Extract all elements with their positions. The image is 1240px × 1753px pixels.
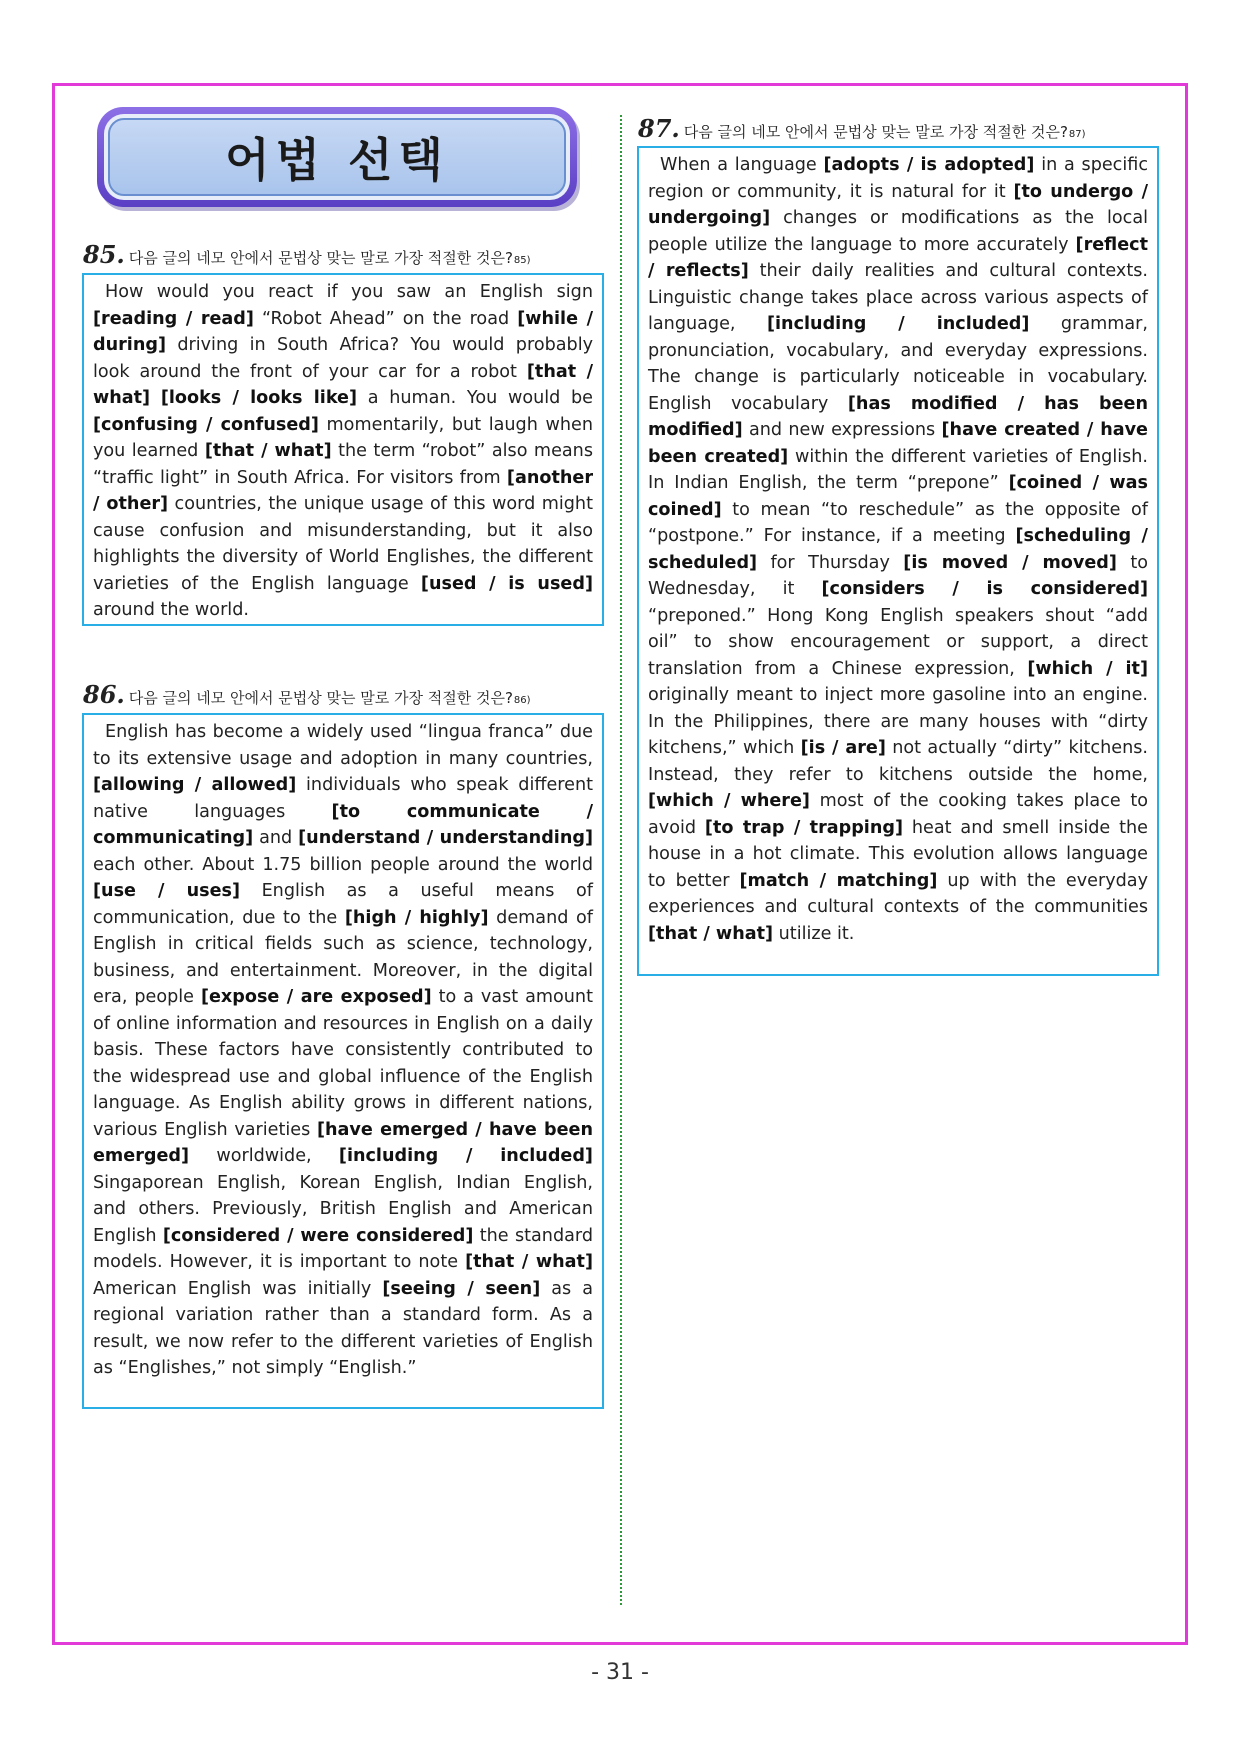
question-87-prompt: 다음 글의 네모 안에서 문법상 맞는 말로 가장 적절한 것은? bbox=[683, 123, 1068, 141]
grammar-choice: [reading / read] bbox=[93, 308, 254, 329]
grammar-choice: [understand / understanding] bbox=[298, 828, 593, 848]
passage-segment: up with the everyday experiences and cultural contexts of the communities bbox=[648, 870, 1148, 917]
grammar-choice: [which / it] bbox=[1027, 658, 1148, 679]
question-87-footnote: 87) bbox=[1068, 129, 1086, 140]
grammar-choice: [that / what] bbox=[465, 1252, 593, 1272]
passage-segment: originally meant to inject more gasoline into an engine. In the Philippines, there are many houses with “dirty kitchens,” which bbox=[648, 685, 1148, 758]
passage-segment: and bbox=[253, 828, 299, 848]
grammar-choice: [including / included] bbox=[338, 1146, 593, 1166]
passage-segment: a human. You would be bbox=[357, 388, 594, 408]
passage-segment: American English was initially bbox=[93, 1278, 383, 1299]
grammar-choice: [use / uses] bbox=[93, 881, 241, 901]
passage-segment: utilize it. bbox=[773, 923, 855, 944]
question-86-prompt: 다음 글의 네모 안에서 문법상 맞는 말로 가장 적절한 것은? bbox=[128, 689, 513, 707]
passage-text bbox=[93, 719, 593, 1382]
passage-segment: heat and smell inside the house in a hot climate. This evolution allows language to better bbox=[648, 817, 1149, 891]
section-title: 어법 선택 bbox=[225, 133, 449, 187]
grammar-choice: [allowing / allowed] bbox=[93, 775, 297, 795]
passage-segment: each other. About 1.75 billion people around the world bbox=[93, 854, 593, 875]
question-87-passage bbox=[637, 146, 1159, 976]
grammar-choice: [used / is used] bbox=[420, 573, 593, 594]
passage-segment: changes or modifications as the local people utilize the language to more accurately bbox=[648, 208, 1148, 255]
grammar-choice: [that / what] bbox=[93, 361, 593, 408]
question-85-footnote: 85) bbox=[513, 255, 531, 266]
passage-segment: and new expressions bbox=[742, 420, 942, 440]
question-86-footnote: 86) bbox=[513, 695, 531, 706]
page-number: - 31 - bbox=[591, 1660, 649, 1685]
passage-segment: for Thursday bbox=[757, 552, 904, 573]
title-banner-plate bbox=[108, 118, 566, 196]
column-divider bbox=[620, 115, 622, 1605]
grammar-choice: [reflect / reflects] bbox=[648, 234, 1148, 281]
passage-segment: Singaporean English, Korean English, Indian English, and others. Previously, British English and American English bbox=[93, 1172, 593, 1246]
passage-segment: most of the cooking takes place to avoid bbox=[648, 791, 1149, 838]
passage-segment: as a regional variation rather than a standard form. As a result, we now refer to the different varieties of English as “Englishes,” not simply “English.” bbox=[93, 1278, 593, 1378]
grammar-choice: [high / highly] bbox=[344, 907, 489, 928]
grammar-choice: [is moved / moved] bbox=[903, 552, 1117, 573]
grammar-choice: [that / what] bbox=[204, 441, 332, 461]
question-85-passage bbox=[82, 273, 604, 626]
passage-segment: English as a useful means of communication, due to the bbox=[93, 881, 593, 928]
question-85-prompt: 다음 글의 네모 안에서 문법상 맞는 말로 가장 적절한 것은? bbox=[128, 249, 513, 267]
grammar-choice: [another / other] bbox=[93, 467, 593, 514]
grammar-choice: [is / are] bbox=[800, 738, 886, 758]
passage-segment: not actually “dirty” kitchens. Instead, they refer to kitchens outside the home, bbox=[648, 738, 1148, 785]
passage-segment: around the world. bbox=[93, 600, 249, 620]
passage-segment: the term “robot” also means “traffic light” in South Africa. For visitors from bbox=[93, 441, 593, 488]
passage-segment: driving in South Africa? You would probably look around the front of your car for a robot bbox=[93, 335, 593, 382]
passage-segment: countries, the unique usage of this word might cause confusion and misunderstanding, but it also highlights the diversity of World Englishes, the different varieties of the English language bbox=[93, 494, 593, 594]
grammar-choice: [considered / were considered] bbox=[162, 1225, 474, 1246]
grammar-choice: [coined / was coined] bbox=[648, 473, 1148, 520]
grammar-choice: [confusing / confused] bbox=[93, 414, 319, 435]
passage-segment: to mean “to reschedule” as the opposite of “postpone.” For instance, if a meeting bbox=[648, 499, 1148, 546]
passage-segment: English has become a widely used “lingua franca” due to its extensive usage and adoption in many countries, bbox=[93, 722, 593, 769]
passage-segment: demand of English in critical fields such as science, technology, business, and entertainment. Moreover, in the digital era, people bbox=[93, 907, 593, 1007]
grammar-choice: [have created / have been created] bbox=[648, 420, 1148, 467]
question-86-number: 86. bbox=[83, 680, 125, 709]
grammar-choice: [to communicate / communicating] bbox=[93, 801, 593, 848]
question-85-header bbox=[83, 240, 531, 269]
question-87-number: 87. bbox=[638, 114, 680, 143]
grammar-choice: [match / matching] bbox=[739, 870, 938, 891]
grammar-choice: [expose / are exposed] bbox=[200, 987, 432, 1007]
passage-segment: within the different varieties of English. In Indian English, the term “prepone” bbox=[648, 446, 1149, 493]
grammar-choice: [considers / is considered] bbox=[821, 579, 1148, 599]
passage-segment: to Wednesday, it bbox=[648, 552, 1148, 599]
passage-segment: their daily realities and cultural contexts. Linguistic change takes place across various aspects of language, bbox=[648, 261, 1148, 334]
grammar-choice: [which / where] bbox=[648, 791, 810, 811]
grammar-choice: [while / during] bbox=[93, 308, 593, 355]
section-title-banner bbox=[97, 107, 577, 207]
grammar-choice: [scheduling / scheduled] bbox=[648, 526, 1148, 573]
question-86-header bbox=[83, 680, 531, 709]
question-87-header bbox=[638, 114, 1086, 143]
passage-segment bbox=[150, 388, 161, 408]
passage-segment: worldwide, bbox=[189, 1146, 339, 1166]
grammar-choice: [seeing / seen] bbox=[382, 1278, 541, 1299]
title-banner-inner bbox=[104, 114, 570, 200]
passage-segment: individuals who speak different native languages bbox=[93, 775, 593, 822]
passage-text bbox=[93, 279, 593, 624]
grammar-choice: [that / what] bbox=[648, 923, 774, 944]
passage-segment: in a specific region or community, it is natural for it bbox=[648, 155, 1148, 202]
question-85-number: 85. bbox=[83, 240, 125, 269]
grammar-choice: [including / included] bbox=[766, 314, 1030, 334]
grammar-choice: [looks / looks like] bbox=[160, 388, 358, 408]
passage-segment: “Robot Ahead” on the road bbox=[253, 308, 518, 329]
passage-segment: the standard models. However, it is important to note bbox=[93, 1225, 593, 1272]
grammar-choice: [adopts / is adopted] bbox=[823, 155, 1035, 175]
grammar-choice: [has modified / has been modified] bbox=[648, 393, 1148, 440]
passage-segment: When a language bbox=[660, 155, 824, 175]
passage-text bbox=[648, 152, 1148, 947]
grammar-choice: [to undergo / undergoing] bbox=[648, 181, 1148, 228]
passage-segment: “preponed.” Hong Kong English speakers shout “add oil” to show encouragement or support, a direct translation from a Chinese expression, bbox=[648, 605, 1148, 679]
passage-segment: to a vast amount of online information and resources in English on a daily basis. These factors have consistently contributed to the widespread use and global influence of the English language. As English ability grows in different nations, various English varieties bbox=[93, 987, 593, 1140]
grammar-choice: [to trap / trapping] bbox=[704, 817, 903, 838]
passage-segment: How would you react if you saw an English sign bbox=[105, 282, 593, 302]
grammar-choice: [have emerged / have been emerged] bbox=[93, 1119, 594, 1166]
passage-segment: momentarily, but laugh when you learned bbox=[93, 414, 594, 461]
passage-segment: grammar, pronunciation, vocabulary, and everyday expressions. The change is particularly noticeable in vocabulary. English vocabulary bbox=[648, 314, 1148, 414]
question-86-passage bbox=[82, 713, 604, 1409]
